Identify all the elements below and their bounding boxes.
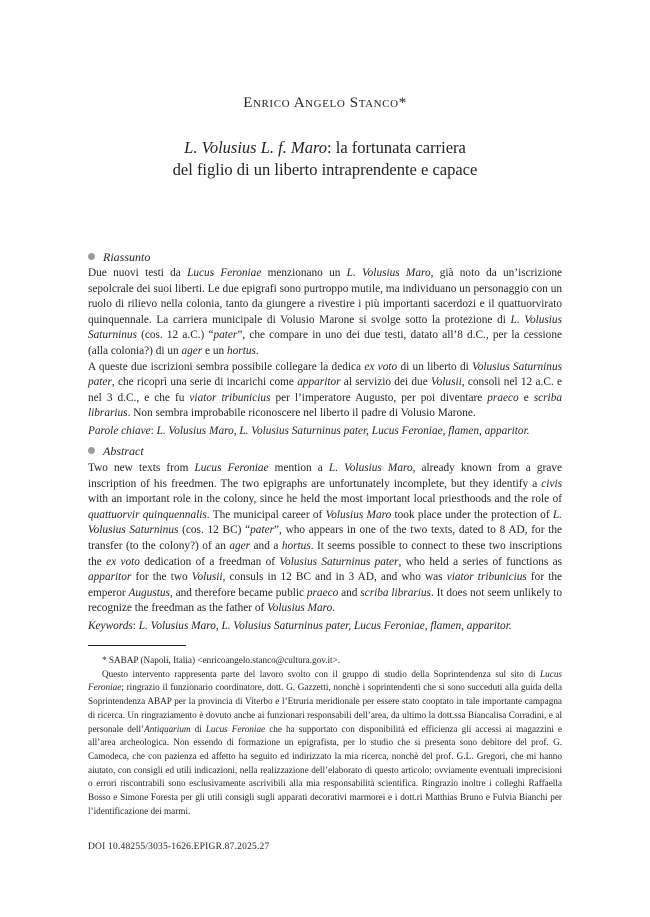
text-run: . Non sembra improbabile riconoscere nel liberto il padre di Volusio Marone. bbox=[127, 407, 476, 420]
text-run: * SABAP (Napoli, Italia) <enricoangelo.stanco@cultura.gov.it>. bbox=[102, 655, 341, 665]
text-run: with an important role in the colony, since he held the most important local priesthoods and the role of bbox=[88, 493, 562, 506]
text-run: (cos. 12 BC) “ bbox=[178, 524, 251, 537]
text-run: Due nuovi testi da bbox=[88, 267, 188, 279]
bullet-dot-icon bbox=[88, 447, 95, 454]
text-run: dedication of a freedman of bbox=[139, 555, 280, 568]
text-run: : bbox=[132, 619, 139, 632]
riassunto-heading-label: Riassunto bbox=[103, 250, 151, 264]
footnote-affiliation bbox=[88, 654, 562, 668]
text-run: Keywords bbox=[88, 619, 133, 632]
text-run: (cos. 12 a.C.) “ bbox=[136, 329, 214, 342]
text-run: Antiquarium bbox=[144, 723, 191, 734]
author-name: Enrico Angelo Stanco* bbox=[243, 95, 407, 111]
text-run: , consuls in 12 BC and in 3 AD, and who was bbox=[222, 571, 447, 584]
text-run: Volusius Saturninus pater bbox=[88, 360, 562, 389]
title-line-1 bbox=[0, 137, 650, 159]
text-run: apparitor bbox=[297, 376, 341, 389]
text-run: took place under the protection of bbox=[391, 508, 553, 521]
text-run: L. Volusius Saturninus bbox=[88, 508, 562, 537]
text-run: di un liberto di bbox=[397, 360, 473, 373]
text-run: e bbox=[518, 391, 534, 404]
text-run: L. Volusius Maro bbox=[346, 267, 431, 279]
text-run: al servizio dei due bbox=[340, 376, 431, 389]
text-run: ”, who appears in one of the two texts, dated to 8 AD, for the transfer (to the colony?) of an bbox=[88, 524, 562, 552]
text-run: viator tribunicius bbox=[446, 571, 527, 584]
text-run: hortus bbox=[227, 344, 256, 357]
text-run: pater bbox=[213, 329, 238, 342]
abstract-heading-label: Abstract bbox=[103, 444, 144, 458]
text-run: for the two bbox=[131, 571, 192, 584]
title-italic-name: L. Volusius L. f. Maro bbox=[184, 138, 328, 157]
text-run: Volusius Maro bbox=[325, 508, 392, 521]
text-run: Questo intervento rappresenta parte del lavoro svolto con il gruppo di studio della Soprintendenza sul sito di bbox=[102, 668, 541, 679]
text-run: Lucus Feroniae bbox=[194, 462, 269, 474]
text-run: Lucus Feroniae bbox=[187, 267, 262, 279]
text-run: scriba librarius bbox=[360, 586, 431, 599]
text-run: scriba librarius bbox=[88, 391, 562, 420]
text-run: . It seems possible to connect to these two inscriptions the bbox=[88, 539, 563, 568]
text-run: per l’imperatore Augusto, per poi diventare bbox=[270, 391, 488, 404]
text-run: praeco bbox=[306, 586, 339, 599]
riassunto-body bbox=[88, 266, 562, 440]
text-run: L. Volusius Maro, L. Volusius Saturninus pater, Lucus Feroniae, flamen, apparitor. bbox=[156, 424, 530, 437]
text-run: Volusius Saturninus pater bbox=[279, 555, 399, 568]
riassunto-paragraph-1 bbox=[88, 266, 562, 360]
text-run: and a bbox=[250, 539, 282, 552]
title-line-2: del figlio di un liberto intraprendente e capace bbox=[172, 160, 478, 179]
abstract-keywords bbox=[88, 619, 562, 635]
text-run: . The municipal career of bbox=[206, 508, 326, 521]
text-run: quattuorvir quinquennalis bbox=[88, 508, 207, 521]
text-run: , who held a series of functions as bbox=[398, 555, 562, 568]
text-run: . bbox=[332, 602, 336, 615]
text-run: di bbox=[190, 723, 206, 734]
text-run: pater bbox=[250, 524, 274, 537]
text-run: ex voto bbox=[106, 555, 140, 568]
text-run: Augustus bbox=[128, 586, 170, 599]
riassunto-heading bbox=[88, 250, 150, 265]
text-run: civis bbox=[541, 477, 562, 490]
abstract-paragraph-1 bbox=[88, 461, 562, 617]
bullet-dot-icon bbox=[88, 253, 95, 260]
text-run: ; ringrazio il funzionario coordinatore, dott. G. Gazzetti, nonchè i soprintendenti che si sono succeduti alla guida della Soprintendenza ABAP per la provincia di Viterbo e l’Etruria meridionale per essere stato cooptato in tale importante campagna di ricerca. Un ringraziamento è dovuto anche ai funzionari responsabili dell’area, da ultimo la dott.ssa Biancalisa Corradini, e al personale dell’ bbox=[88, 682, 562, 734]
text-run: Lucus Feroniae bbox=[205, 723, 266, 734]
text-run: L. Volusius Maro bbox=[328, 462, 413, 474]
text-run: apparitor bbox=[88, 571, 132, 584]
footnote bbox=[88, 654, 562, 818]
text-run: , consoli nel 12 a.C. e nel 3 d.C., e che fu bbox=[88, 376, 562, 404]
text-run: Volusii bbox=[191, 571, 223, 584]
text-run: hortus bbox=[281, 539, 311, 552]
riassunto-paragraph-2 bbox=[88, 360, 562, 422]
title-line-1-rest: : la fortunata carriera bbox=[327, 138, 466, 157]
article-title bbox=[0, 137, 650, 181]
text-run: . bbox=[255, 344, 259, 357]
text-run: , che ricoprì una serie di incarichi come bbox=[111, 376, 298, 389]
text-run: . It does not seem unlikely to recognize the freedman as the father of bbox=[88, 586, 562, 615]
text-run: , and therefore became public bbox=[169, 586, 307, 599]
text-run: viator tribunicius bbox=[189, 391, 271, 404]
text-run: , già noto da un’iscrizione sepolcrale dei suoi liberti. Le due epigrafi sono purtroppo mutile, ma individuano un personaggio con un ruolo di rilievo nella colonia, tanto da giungere a rivestire i più importanti sacerdozi e il quattuorvirato quinquennale. La carriera municipale di Volusio Marone si svolge sotto la protezione di bbox=[88, 267, 563, 326]
text-run: mention a bbox=[268, 462, 329, 474]
text-run: L. Volusius Maro, L. Volusius Saturninus pater, Lucus Feroniae, flamen, apparitor. bbox=[138, 619, 512, 632]
text-run: ex voto bbox=[364, 360, 398, 373]
text-run: ager bbox=[181, 344, 203, 357]
text-run: menzionano un bbox=[261, 267, 347, 279]
text-run: che ha supportato con disponibilità ed efficienza gli accessi ai magazzini e all’area archeologica. Non essendo di formazione un epigrafista, per lo studio che si presenta sono debitore del prof. G. Camodeca, che con pazienza ed affetto ha seguito ed indirizzato la mia ricerca, nonchè del prof. G.L. Gregori, che mi hanno aiutato, con consigli ed utili indicazioni, nella realizzazione dell’elaborato di questo articolo; ovviamente eventuali imprecisioni o errori riscontrabili sono esclusivamente ascrivibili alla mia responsabilità scientifica. Ringrazio inoltre i colleghi Raffaella Bosso e Simone Foresta per gli utili consigli sugli apparati decorativi marmorei e i dott.ri Matthias Bruno e Fulvia Bianchi per l’identificazione dei marmi. bbox=[88, 723, 562, 816]
riassunto-keywords bbox=[88, 424, 562, 440]
text-run: Lucus Feroniae bbox=[88, 668, 562, 693]
abstract-body bbox=[88, 461, 562, 635]
text-run: ager bbox=[229, 539, 251, 552]
text-run: ”, che compare in uno dei due testi, datato all’8 d.C., per la cessione (alla colonia?) di un bbox=[88, 329, 562, 357]
abstract-heading bbox=[88, 444, 144, 459]
text-run: , already known from a grave inscription of his freedmen. The two epigraphs are unfortunately incomplete, but they identify a bbox=[88, 462, 562, 490]
footnote-acknowledgements bbox=[88, 668, 562, 819]
text-run: : bbox=[150, 424, 157, 437]
footnote-divider bbox=[88, 645, 186, 646]
doi-line: DOI 10.48255/3035-1626.EPIGR.87.2025.27 bbox=[88, 842, 270, 852]
text-run: A queste due iscrizioni sembra possibile collegare la dedica bbox=[88, 360, 365, 373]
text-run: Two new texts from bbox=[88, 462, 195, 474]
text-run: praeco bbox=[487, 391, 519, 404]
text-run: Volusii bbox=[431, 376, 462, 389]
text-run: Volusius Maro bbox=[267, 602, 333, 615]
text-run: L. Volusius Saturninus bbox=[88, 313, 562, 342]
text-run: for the emperor bbox=[88, 571, 563, 599]
text-run: and bbox=[338, 586, 361, 599]
text-run: e un bbox=[202, 344, 227, 357]
text-run: Parole chiave bbox=[88, 424, 151, 437]
